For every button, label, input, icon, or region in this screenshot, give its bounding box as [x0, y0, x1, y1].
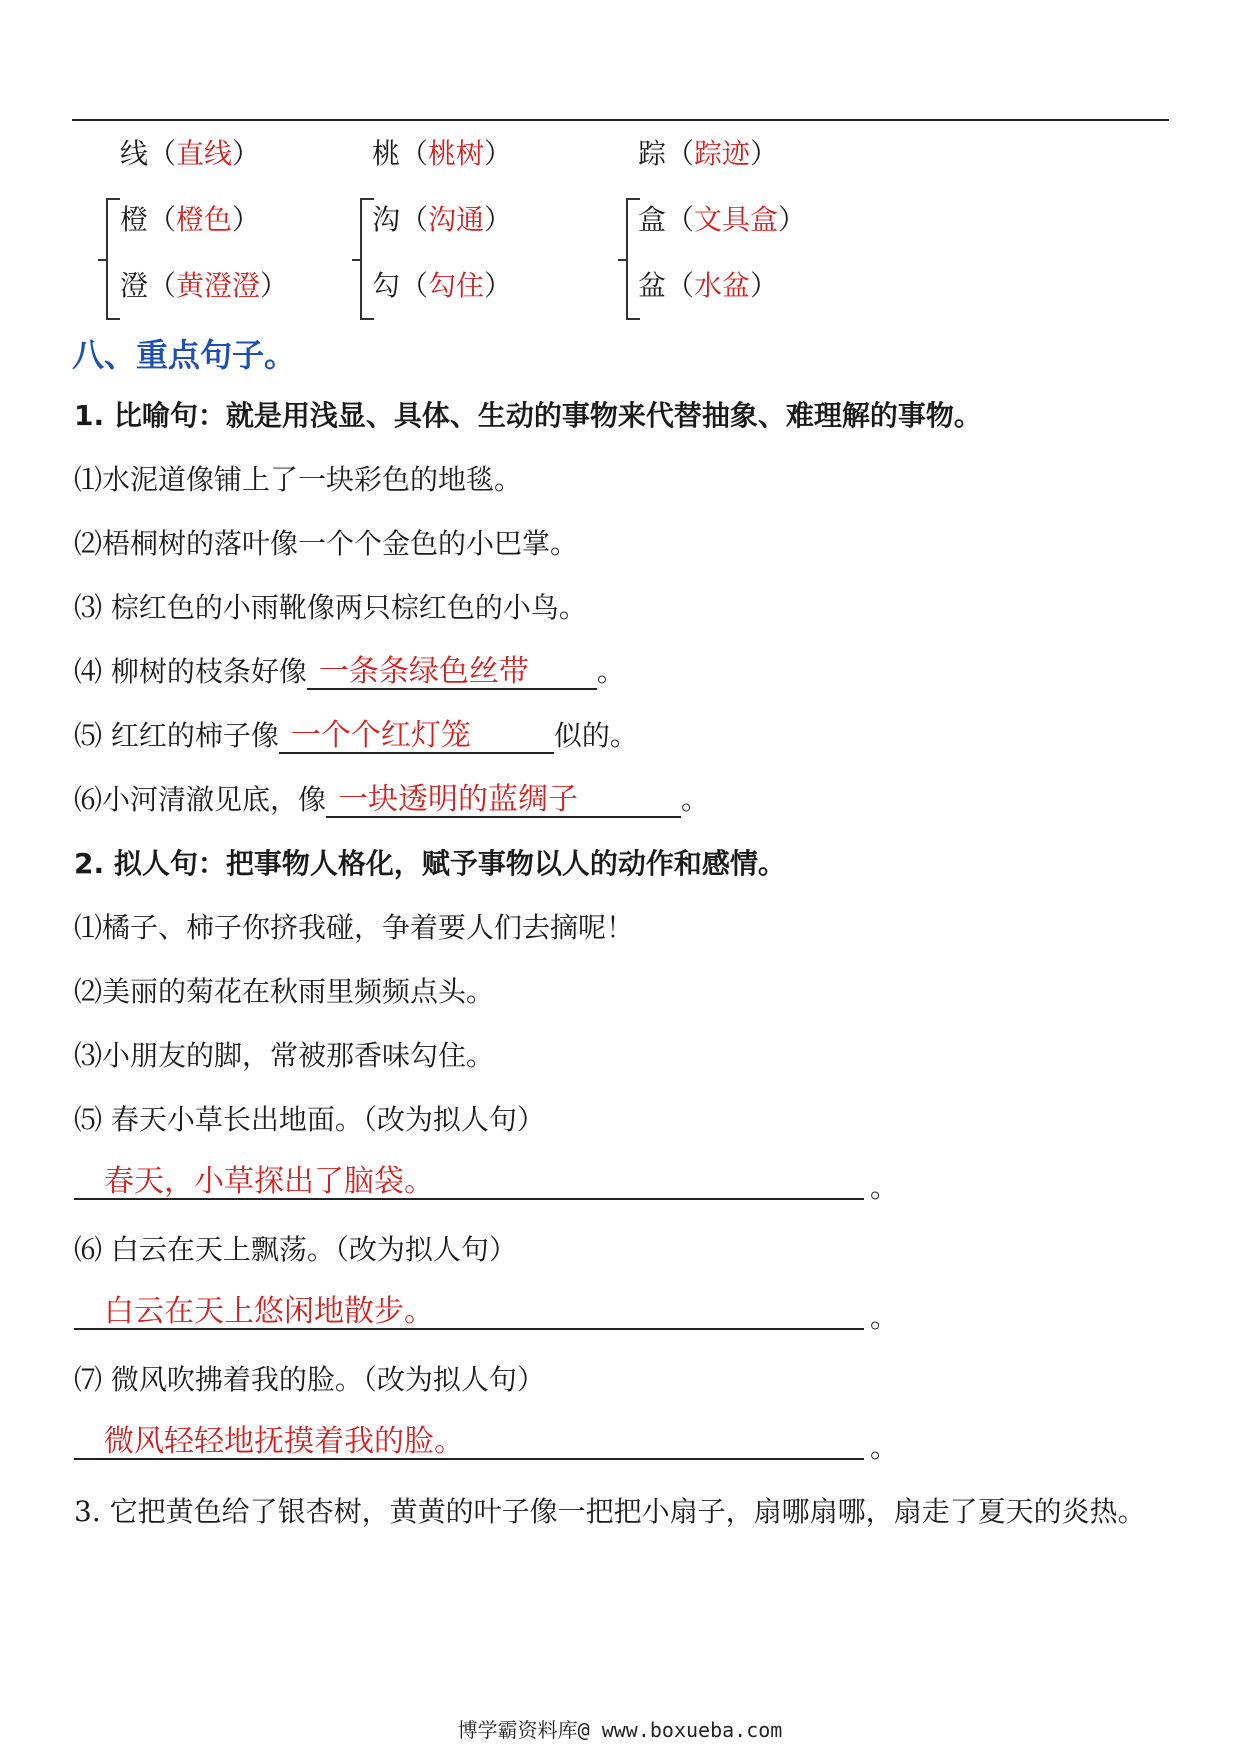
s1-fill: ⑹小河清澈见底，像 一块透明的蓝绸子 。 — [74, 782, 710, 817]
word-item: 盒（文具盒） — [638, 203, 807, 236]
answer-blank: 一条条绿色丝带 — [307, 656, 597, 690]
answer-blank: 一个个红灯笼 — [279, 720, 554, 754]
s2-rewrite-question: ⑸ 春天小草长出地面。（改为拟人句） — [74, 1103, 545, 1136]
s2-item: ⑴橘子、柿子你挤我碰，争着要人们去摘呢！ — [74, 911, 635, 944]
word-item: 橙（橙色） — [120, 203, 261, 236]
s1-item: ⑵梧桐树的落叶像一个个金色的小巴掌。 — [74, 527, 579, 560]
word-item: 澄（黄澄澄） — [120, 269, 289, 302]
word-item: 盆（水盆） — [638, 269, 779, 302]
answer-period: 。 — [870, 1171, 899, 1204]
s1-item: ⑶ 棕红色的小雨靴像两只棕红色的小鸟。 — [74, 591, 587, 624]
s2-item: ⑶小朋友的脚，常被那香味勾住。 — [74, 1039, 495, 1072]
word-item: 桃（桃树） — [372, 137, 513, 170]
answer-line: 白云在天上悠闲地散步。 — [74, 1290, 864, 1330]
word-item: 勾（勾住） — [372, 269, 513, 302]
s1-fill: ⑷ 柳树的枝条好像 一条条绿色丝带 。 — [74, 654, 625, 689]
answer-period: 。 — [870, 1301, 899, 1334]
group-bracket — [106, 198, 120, 320]
s1-item: ⑴水泥道像铺上了一块彩色的地毯。 — [74, 463, 523, 496]
s3-sentence: 3. 它把黄色给了银杏树，黄黄的叶子像一把把小扇子，扇哪扇哪，扇走了夏天的炎热。 — [74, 1495, 1146, 1528]
answer-blank: 一块透明的蓝绸子 — [326, 784, 681, 818]
word-item: 线（直线） — [120, 137, 261, 170]
s2-item: ⑵美丽的菊花在秋雨里频频点头。 — [74, 975, 495, 1008]
word-item: 沟（沟通） — [372, 203, 513, 236]
section-title: 八、重点句子。 — [72, 336, 297, 374]
s2-rewrite-question: ⑹ 白云在天上飘荡。（改为拟人句） — [74, 1233, 517, 1266]
s1-fill: ⑸ 红红的柿子像 一个个红灯笼 似的。 — [74, 718, 638, 753]
footer-watermark: 博学霸资料库@ www.boxueba.com — [457, 1718, 783, 1742]
s1-title: 1. 比喻句：就是用浅显、具体、生动的事物来代替抽象、难理解的事物。 — [74, 399, 982, 432]
s2-title: 2. 拟人句：把事物人格化，赋予事物以人的动作和感情。 — [74, 847, 786, 880]
s2-rewrite-question: ⑺ 微风吹拂着我的脸。（改为拟人句） — [74, 1363, 545, 1396]
answer-line: 春天，小草探出了脑袋。 — [74, 1160, 864, 1200]
top-rule — [72, 119, 1169, 121]
answer-period: 。 — [870, 1431, 899, 1464]
word-item: 踪（踪迹） — [638, 137, 779, 170]
answer-line: 微风轻轻地抚摸着我的脸。 — [74, 1420, 864, 1460]
